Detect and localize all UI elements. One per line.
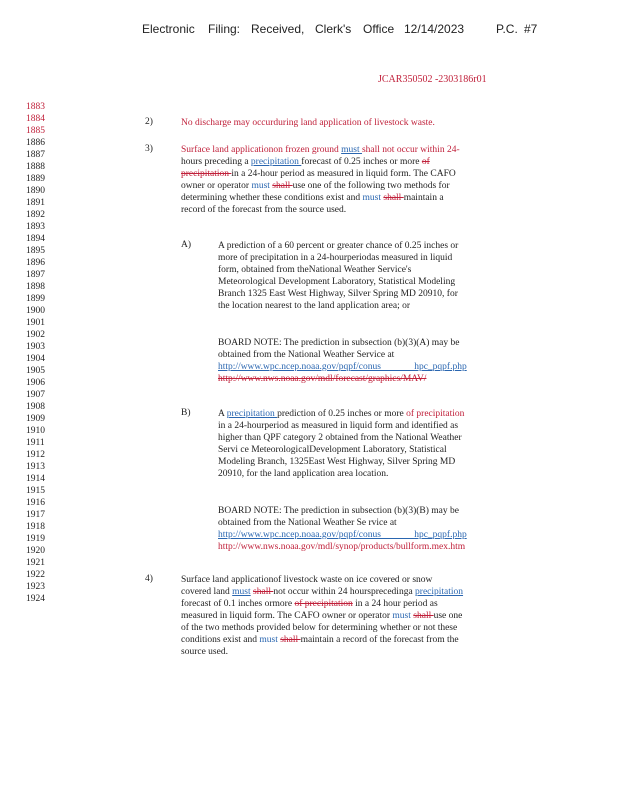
deleted-text: shall xyxy=(413,611,434,621)
item-4-l2b: not occur within 24 hoursprecedinga xyxy=(273,587,416,597)
item-4-line-6 xyxy=(181,634,541,646)
inserted-text: must xyxy=(392,611,411,621)
line-number: 1923 xyxy=(26,582,45,592)
line-number: 1889 xyxy=(26,174,45,184)
item-3-l1a: Surface land applicationon frozen ground xyxy=(181,145,342,155)
red-text: of precipitation xyxy=(406,409,465,419)
line-number: 1897 xyxy=(26,270,45,280)
line-number: 1898 xyxy=(26,282,45,292)
line-number: 1909 xyxy=(26,414,45,424)
item-4-marker: 4) xyxy=(145,574,153,584)
line-number: 1905 xyxy=(26,366,45,376)
item-3-l2a: hours preceding a xyxy=(181,157,251,167)
inserted-text: must xyxy=(341,145,362,155)
line-number: 1908 xyxy=(26,402,45,412)
line-number: 1884 xyxy=(26,114,45,124)
line-number: 1924 xyxy=(26,594,45,604)
deleted-text: of precipitation xyxy=(294,599,353,609)
item-4-l4a: measured in liquid form. The CAFO owner or operator xyxy=(181,611,393,621)
inserted-text: precipitation xyxy=(226,409,278,419)
inserted-text: precipitation xyxy=(250,157,302,167)
item-3-l4a: owner or operator xyxy=(181,181,252,191)
sub-a-marker: A) xyxy=(181,240,192,250)
item-3-l2b: forecast of 0.25 inches or more xyxy=(301,157,422,167)
deleted-text: shall xyxy=(383,193,404,203)
inserted-text: must xyxy=(259,635,278,645)
sub-b-l1a: A xyxy=(218,409,227,419)
line-number: 1911 xyxy=(26,438,45,448)
item-4-line-5: of the two methods provided below for determining whether or not these xyxy=(181,623,458,633)
item-2-text: No discharge may occurduring land application of livestock waste. xyxy=(181,118,435,128)
header-pc-number: #7 xyxy=(524,22,538,36)
deleted-text: of xyxy=(421,157,430,167)
nws-url-inserted[interactable]: http://www.wpc.ncep.noaa.gov/pqpf/conus hpc_pqpf.php xyxy=(218,362,467,372)
line-number: 1913 xyxy=(26,462,45,472)
line-number: 1915 xyxy=(26,486,45,496)
item-4-l6a: conditions exist and xyxy=(181,635,260,645)
line-number: 1890 xyxy=(26,186,45,196)
item-3-l5b: maintain a xyxy=(403,193,444,203)
line-number: 1895 xyxy=(26,246,45,256)
item-3-l3b: in a 24-hour period as measured in liquid form. The CAFO xyxy=(231,169,456,179)
inserted-text: precipitation xyxy=(415,587,464,597)
item-3-line-1 xyxy=(181,144,537,156)
sub-a-line: form, obtained from theNational Weather Service's xyxy=(218,265,412,275)
line-number: 1887 xyxy=(26,150,45,160)
item-4-l2a: covered land xyxy=(181,587,233,597)
sub-b-paragraph xyxy=(218,408,526,480)
sub-b-line: higher than QPF category 2 obtained from the National Weather xyxy=(218,433,462,443)
nws-url-inserted[interactable]: http://www.wpc.ncep.noaa.gov/pqpf/conus hpc_pqpf.php xyxy=(218,530,467,540)
line-number: 1906 xyxy=(26,378,45,388)
line-number: 1903 xyxy=(26,342,45,352)
sub-a-board-note xyxy=(218,337,526,385)
item-4-l4b: use one xyxy=(433,611,463,621)
line-number: 1883 xyxy=(26,102,45,112)
item-4-line-1: Surface land applicationof livestock waste on ice covered or snow xyxy=(181,575,433,585)
deleted-text: shall xyxy=(280,635,301,645)
item-4-paragraph xyxy=(181,574,541,658)
line-number: 1922 xyxy=(26,570,45,580)
nws-url-deleted[interactable]: http://www.nws.noaa.gov/mdl/forecast/graphics/MAV/ xyxy=(218,374,427,384)
sub-b-line: 20910, for the land application area location. xyxy=(218,469,389,479)
deleted-text: shall xyxy=(253,587,274,597)
deleted-text: shall xyxy=(272,181,293,191)
sub-a-line: A prediction of a 60 percent or greater chance of 0.25 inches or xyxy=(218,241,459,251)
line-number: 1891 xyxy=(26,198,45,208)
item-3-l1b: shall not occur within 24- xyxy=(361,145,460,155)
item-4-line-2 xyxy=(181,586,541,598)
line-number: 1900 xyxy=(26,306,45,316)
header-date: 12/14/2023 xyxy=(404,22,465,36)
line-number: 1902 xyxy=(26,330,45,340)
sub-b-marker: B) xyxy=(181,408,191,418)
line-number: 1912 xyxy=(26,450,45,460)
sub-b-line: Servi ce MeteorologicalDevelopment Laboratory, Statistical xyxy=(218,445,447,455)
deleted-text: precipitation xyxy=(181,169,232,179)
sub-b-line-1 xyxy=(218,408,526,420)
line-number: 1917 xyxy=(26,510,45,520)
nws-url-red[interactable]: http://www.nws.noaa.gov/mdl/synop/products/bullform.mex.htm xyxy=(218,542,466,552)
line-number: 1894 xyxy=(26,234,45,244)
item-2-marker: 2) xyxy=(145,117,153,127)
item-4-l3a: forecast of 0.1 inches ormore xyxy=(181,599,295,609)
inserted-text: must xyxy=(232,587,251,597)
header-received: Received, xyxy=(251,22,305,36)
board-note-line: obtained from the National Weather Service at xyxy=(218,350,395,360)
header-clerks: Clerk's xyxy=(315,22,352,36)
line-number: 1916 xyxy=(26,498,45,508)
line-number: 1896 xyxy=(26,258,45,268)
line-number: 1918 xyxy=(26,522,45,532)
item-3-line-4 xyxy=(181,180,537,192)
item-4-l3b: in a 24 hour period as xyxy=(352,599,438,609)
item-3-marker: 3) xyxy=(145,144,153,154)
header-office: Office xyxy=(363,22,395,36)
line-number: 1904 xyxy=(26,354,45,364)
sub-b-l1b: prediction of 0.25 inches or more xyxy=(277,409,407,419)
sub-b-line: in a 24-hourperiod as measured in liquid form and identified as xyxy=(218,421,459,431)
line-number: 1892 xyxy=(26,210,45,220)
line-number: 1921 xyxy=(26,558,45,568)
board-note-line: BOARD NOTE: The prediction in subsection (b)(3)(A) may be xyxy=(218,338,460,348)
header-pc: P.C. xyxy=(496,22,518,36)
line-number: 1893 xyxy=(26,222,45,232)
sub-a-line: Branch 1325 East West Highway, Silver Spring MD 20910, for xyxy=(218,289,458,299)
sub-a-line: more of precipitation in a 24-hourperiodas measured in liquid xyxy=(218,253,453,263)
board-note-line: BOARD NOTE: The prediction in subsection (b)(3)(B) may be xyxy=(218,506,459,516)
item-3-line-2 xyxy=(181,156,537,168)
item-3-line-6: record of the forecast from the source used. xyxy=(181,205,347,215)
item-3-line-5 xyxy=(181,192,537,204)
item-4-l6b: maintain a record of the forecast from the xyxy=(300,635,459,645)
item-3-paragraph xyxy=(181,144,537,216)
item-3-l4b: use one of the following two methods for xyxy=(292,181,450,191)
line-number: 1885 xyxy=(26,126,45,136)
sub-b-board-note xyxy=(218,505,538,553)
line-number: 1920 xyxy=(26,546,45,556)
jcar-code: JCAR350502 -2303186r01 xyxy=(378,74,487,85)
header-filing: Filing: xyxy=(208,22,241,36)
line-number: 1901 xyxy=(26,318,45,328)
item-4-line-3 xyxy=(181,598,541,610)
line-number: 1910 xyxy=(26,426,45,436)
inserted-text: must xyxy=(251,181,270,191)
item-3-l5a: determining whether these conditions exist and xyxy=(181,193,363,203)
item-4-line-4 xyxy=(181,610,541,622)
sub-a-line: Meteorological Development Laboratory, Statistical Modeling xyxy=(218,277,456,287)
sub-a-paragraph xyxy=(218,240,526,312)
item-4-line-7: source used. xyxy=(181,647,228,657)
line-number: 1919 xyxy=(26,534,45,544)
line-number: 1899 xyxy=(26,294,45,304)
inserted-text: must xyxy=(362,193,381,203)
line-number: 1907 xyxy=(26,390,45,400)
line-number: 1886 xyxy=(26,138,45,148)
line-number: 1888 xyxy=(26,162,45,172)
sub-b-line: Modeling Branch, 1325East West Highway, Silver Spring MD xyxy=(218,457,456,467)
header-electronic: Electronic xyxy=(142,22,195,36)
line-number: 1914 xyxy=(26,474,45,484)
sub-a-line: the location nearest to the land application area; or xyxy=(218,301,411,311)
line-numbers xyxy=(26,101,56,605)
board-note-line: obtained from the National Weather Se rvice at xyxy=(218,518,397,528)
item-3-line-3 xyxy=(181,168,537,180)
